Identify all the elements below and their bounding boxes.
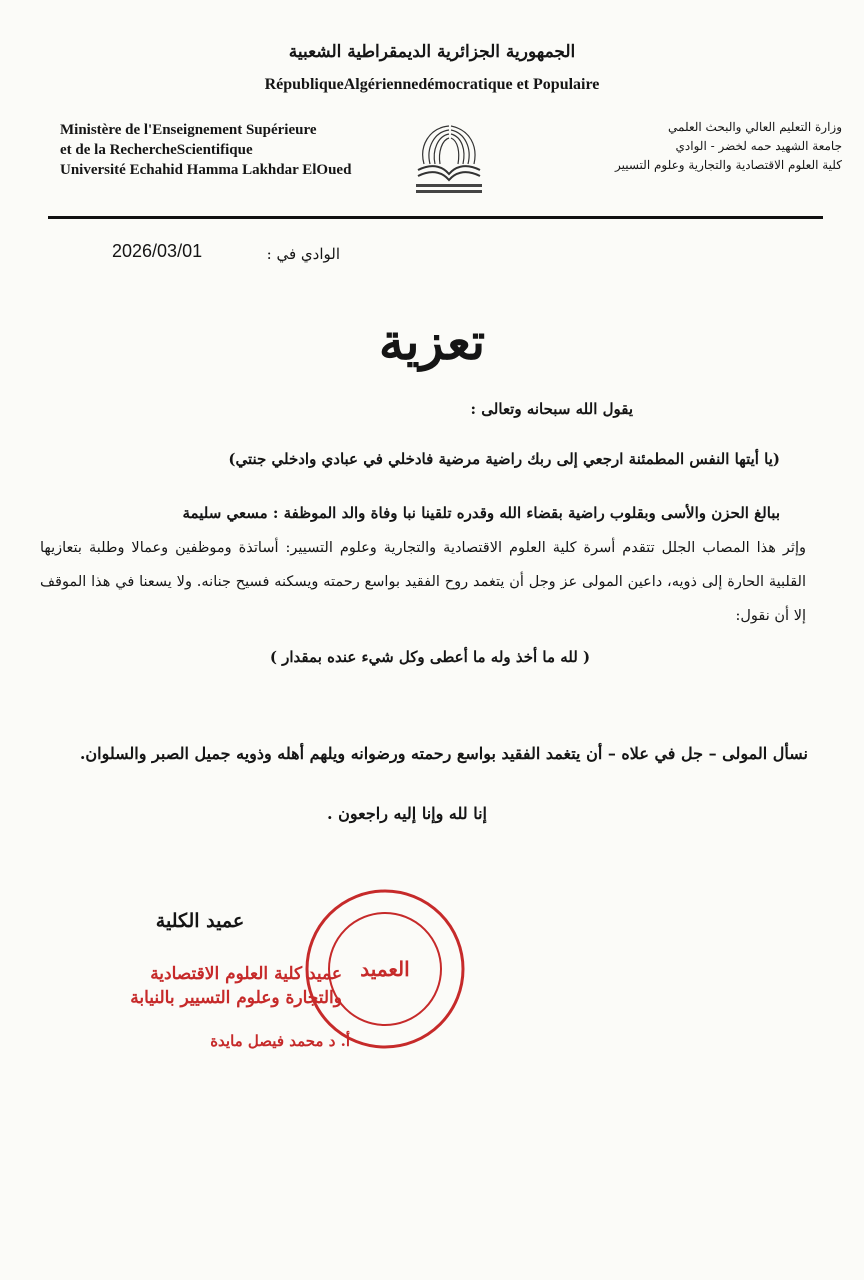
signature-title: عميد الكلية	[155, 910, 245, 932]
university-logo	[404, 118, 494, 202]
date-value: 2026/03/01	[112, 241, 203, 261]
ministry-ar-line-2: جامعة الشهيد حمه لخضر - الوادي	[675, 139, 842, 153]
ministry-arabic-block	[542, 118, 842, 175]
header-arabic-republic: الجمهورية الجزائرية الديمقراطية الشعبية	[288, 42, 576, 62]
quran-intro: يقول الله سبحانه وتعالى :	[470, 400, 633, 418]
seal-center-text: العميد	[360, 957, 410, 981]
ministry-line-2: et de la RechercheScientifique	[60, 142, 253, 158]
stamp-line-2: والتجارة وعلوم التسيير بالنيابة	[130, 988, 342, 1008]
header-french-republic: RépubliqueAlgériennedémocratique et Populaire	[264, 76, 600, 93]
stamp-text	[92, 962, 342, 1010]
condolence-announcement: ببالغ الحزن والأسى وبقلوب راضية بقضاء الله وقدره تلقينا نبا وفاة والد الموظفة : مسعي سليمة	[182, 504, 780, 522]
quran-verse: (يا أيتها النفس المطمئنة ارجعي إلى ربك راضية مرضية فادخلي في عبادي وادخلي جنتي)	[228, 450, 780, 468]
condolence-paragraph: وإثر هذا المصاب الجلل تتقدم أسرة كلية العلوم الاقتصادية والتجارية وعلوم التسيير: أساتذة وموظفين وعمالا وطلبة بتعازيها القلبية الحارة إلى ذويه، داعين المولى عز وجل أن يتغمد روح الفقيد بواسع رحمته ويسكنه فسيح جنانه. ولا يسعنا في هذا الموقف إلا أن نقول:	[40, 540, 806, 624]
quote-line: ( لله ما أخذ وله ما أعطى وكل شيء عنده بمقدار )	[269, 648, 591, 666]
stamp-line-1: عميد كلية العلوم الاقتصادية	[150, 964, 342, 984]
ministry-french-block	[60, 120, 400, 180]
document-title: تعزية	[378, 312, 486, 371]
signatory-name: أ. د محمد فيصل مايدة	[210, 1032, 350, 1050]
ministry-line-1: Ministère de l'Enseignement Supérieure	[60, 122, 317, 138]
date-label: الوادي في :	[266, 245, 340, 263]
closing-line: إنا لله وإنا إليه راجعون .	[327, 804, 487, 823]
header-divider	[48, 216, 823, 219]
university-line: Université Echahid Hamma Lakhdar ElOued	[60, 162, 352, 178]
prayer-line: نسأل المولى – جل في علاه – أن يتغمد الفقيد بواسع رحمته ورضوانه ويلهم أهله وذويه جميل الصبر والسلوان.	[79, 744, 808, 763]
faculty-ar-line: كلية العلوم الاقتصادية والتجارية وعلوم التسيير	[614, 158, 842, 172]
ministry-ar-line-1: وزارة التعليم العالي والبحث العلمي	[668, 120, 842, 134]
